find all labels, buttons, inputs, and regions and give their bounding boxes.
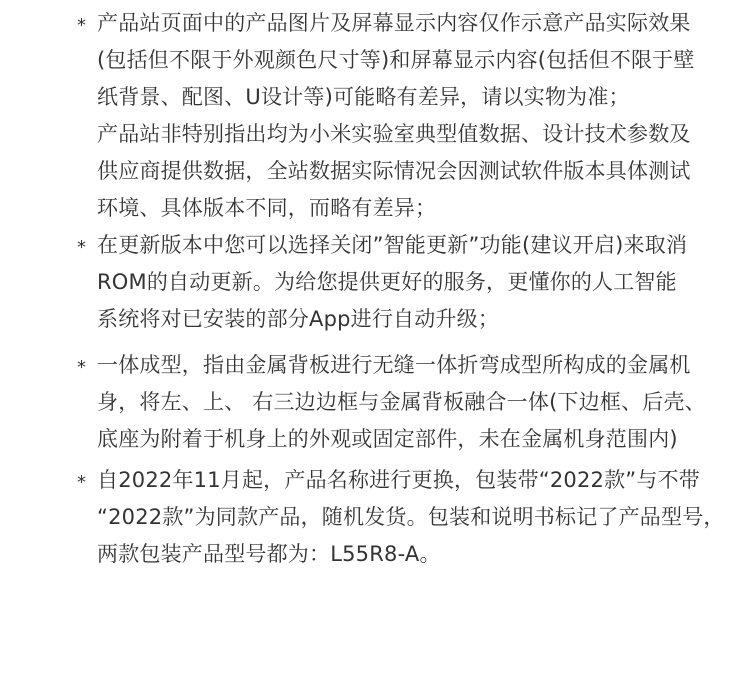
note-line: 环境、具体版本不同，而略有差异； [97,196,437,220]
bullet-asterisk: * [77,357,86,378]
note-line: 身，将左、上、 右三边边框与金属背板融合一体(下边框、后壳、 [97,390,706,414]
bullet-asterisk: * [77,15,86,36]
note-line: 供应商提供数据，全站数据实际情况会因测试软件版本具体测试 [97,159,691,183]
note-line: 底座为附着于机身上的外观或固定部件，未在金属机身范围内) [97,427,678,451]
note-line: 产品站页面中的产品图片及屏幕显示内容仅作示意产品实际效果 [97,11,691,35]
note-text [97,227,687,338]
note-line: 在更新版本中您可以选择关闭”智能更新”功能(建议开启)来取消 [97,233,688,257]
note-line: 自2022年11月起，产品名称进行更换，包装带“2022款”与不带 [97,468,700,492]
note-line: ROM的自动更新。为给您提供更好的服务，更懂你的人工智能 [97,270,677,294]
note-line: 产品站非特别指出均为小米实验室典型值数据、设计技术参数及 [97,122,691,146]
note-line: 两款包装产品型号都为：L55R8-A。 [97,542,441,566]
note-text [97,5,695,227]
note-line: 一体成型，指由金属背板进行无缝一体折弯成型所构成的金属机 [97,353,691,377]
note-line: “2022款”为同款产品，随机发货。包装和说明书标记了产品型号， [97,505,725,529]
bullet-asterisk: * [77,237,86,258]
note-line: 系统将对已安装的部分App进行自动升级； [97,307,500,331]
note-text [97,462,725,573]
note-line: (包括但不限于外观颜色尺寸等)和屏幕显示内容(包括但不限于壁 [97,48,695,72]
note-line: 纸背景、配图、U设计等)可能略有差异，请以实物为准； [97,85,630,109]
bullet-asterisk: * [77,472,86,493]
note-text [97,347,706,458]
